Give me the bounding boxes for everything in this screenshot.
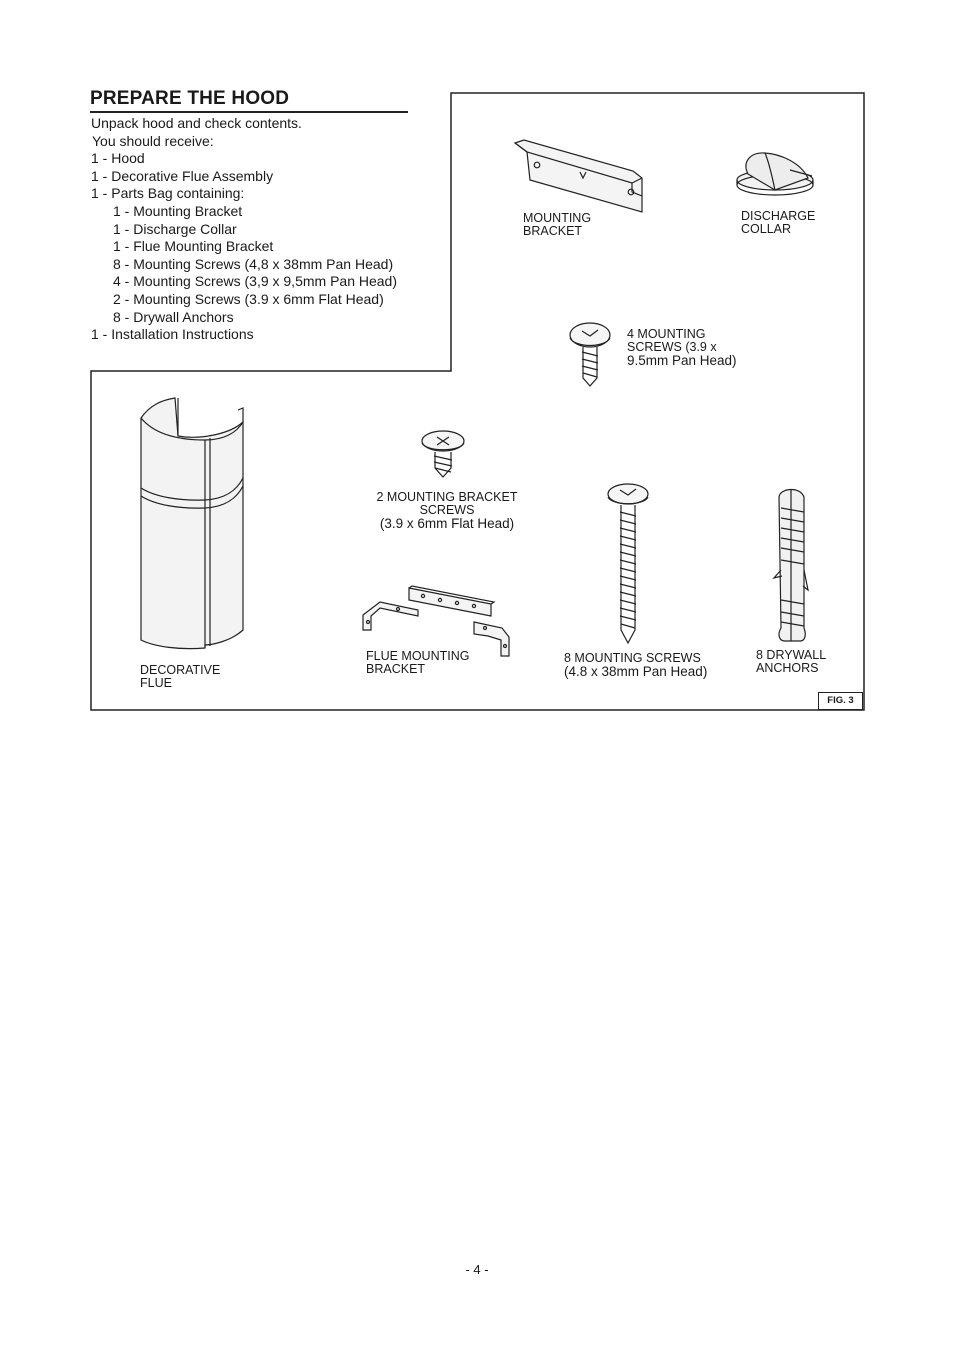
list-item: 1 - Discharge Collar xyxy=(113,220,237,237)
label-line: (4.8 x 38mm Pan Head) xyxy=(564,664,708,679)
flue-mounting-bracket-drawing xyxy=(363,586,509,656)
label-eight-screws xyxy=(564,652,707,679)
label-line: BRACKET xyxy=(366,662,426,676)
label-flue-bracket xyxy=(366,650,469,676)
discharge-collar-drawing xyxy=(737,153,813,195)
list-item: Unpack hood and check contents. xyxy=(91,115,302,131)
label-mounting-bracket xyxy=(523,212,591,238)
list-item: 8 - Mounting Screws (4,8 x 38mm Pan Head) xyxy=(113,255,394,272)
label-line: SCREWS (3.9 x xyxy=(627,340,717,354)
drywall-anchor-drawing xyxy=(774,489,808,641)
label-line: 4 MOUNTING xyxy=(627,327,706,341)
label-line: FLUE MOUNTING xyxy=(366,649,470,663)
list-item: 1 - Decorative Flue Assembly xyxy=(91,167,274,184)
list-item: 8 - Drywall Anchors xyxy=(113,308,234,325)
label-line: 2 MOUNTING BRACKET xyxy=(376,490,518,504)
mounting-bracket-drawing xyxy=(515,140,642,212)
label-four-screws xyxy=(627,328,737,368)
label-line: 8 DRYWALL xyxy=(756,648,827,662)
figure-tag: FIG. 3 xyxy=(818,692,863,710)
long-screw-drawing xyxy=(608,484,648,643)
label-bracket-screws xyxy=(357,491,537,531)
label-line: 9.5mm Pan Head) xyxy=(627,353,737,368)
decorative-flue-drawing xyxy=(141,398,243,649)
label-line: SCREWS xyxy=(419,503,475,517)
label-line: ANCHORS xyxy=(756,661,819,675)
list-item: 1 - Installation Instructions xyxy=(91,326,254,343)
label-line: BRACKET xyxy=(523,224,583,238)
label-drywall-anchors xyxy=(756,649,826,675)
list-item: 4 - Mounting Screws (3,9 x 9,5mm Pan Head) xyxy=(113,273,398,290)
list-item: 1 - Hood xyxy=(91,150,145,167)
label-line: DISCHARGE xyxy=(741,209,816,223)
list-item: 1 - Mounting Bracket xyxy=(113,202,243,219)
list-item: You should receive: xyxy=(92,132,214,149)
list-item: 1 - Parts Bag containing: xyxy=(91,185,245,202)
label-line: MOUNTING xyxy=(523,211,592,225)
label-decorative-flue xyxy=(140,664,220,690)
page-number: - 4 - xyxy=(465,1262,489,1277)
label-line: (3.9 x 6mm Flat Head) xyxy=(379,516,515,531)
label-line: FLUE xyxy=(140,676,172,690)
label-line: 8 MOUNTING SCREWS xyxy=(564,651,701,665)
list-item: 2 - Mounting Screws (3.9 x 6mm Flat Head) xyxy=(113,290,384,307)
pan-head-screw-drawing xyxy=(570,323,610,386)
section-title: PREPARE THE HOOD xyxy=(90,88,408,113)
label-discharge-collar xyxy=(741,210,815,236)
flat-head-screw-drawing xyxy=(422,431,464,477)
label-line: DECORATIVE xyxy=(140,663,221,677)
label-line: COLLAR xyxy=(741,222,792,236)
list-item: 1 - Flue Mounting Bracket xyxy=(113,238,274,255)
